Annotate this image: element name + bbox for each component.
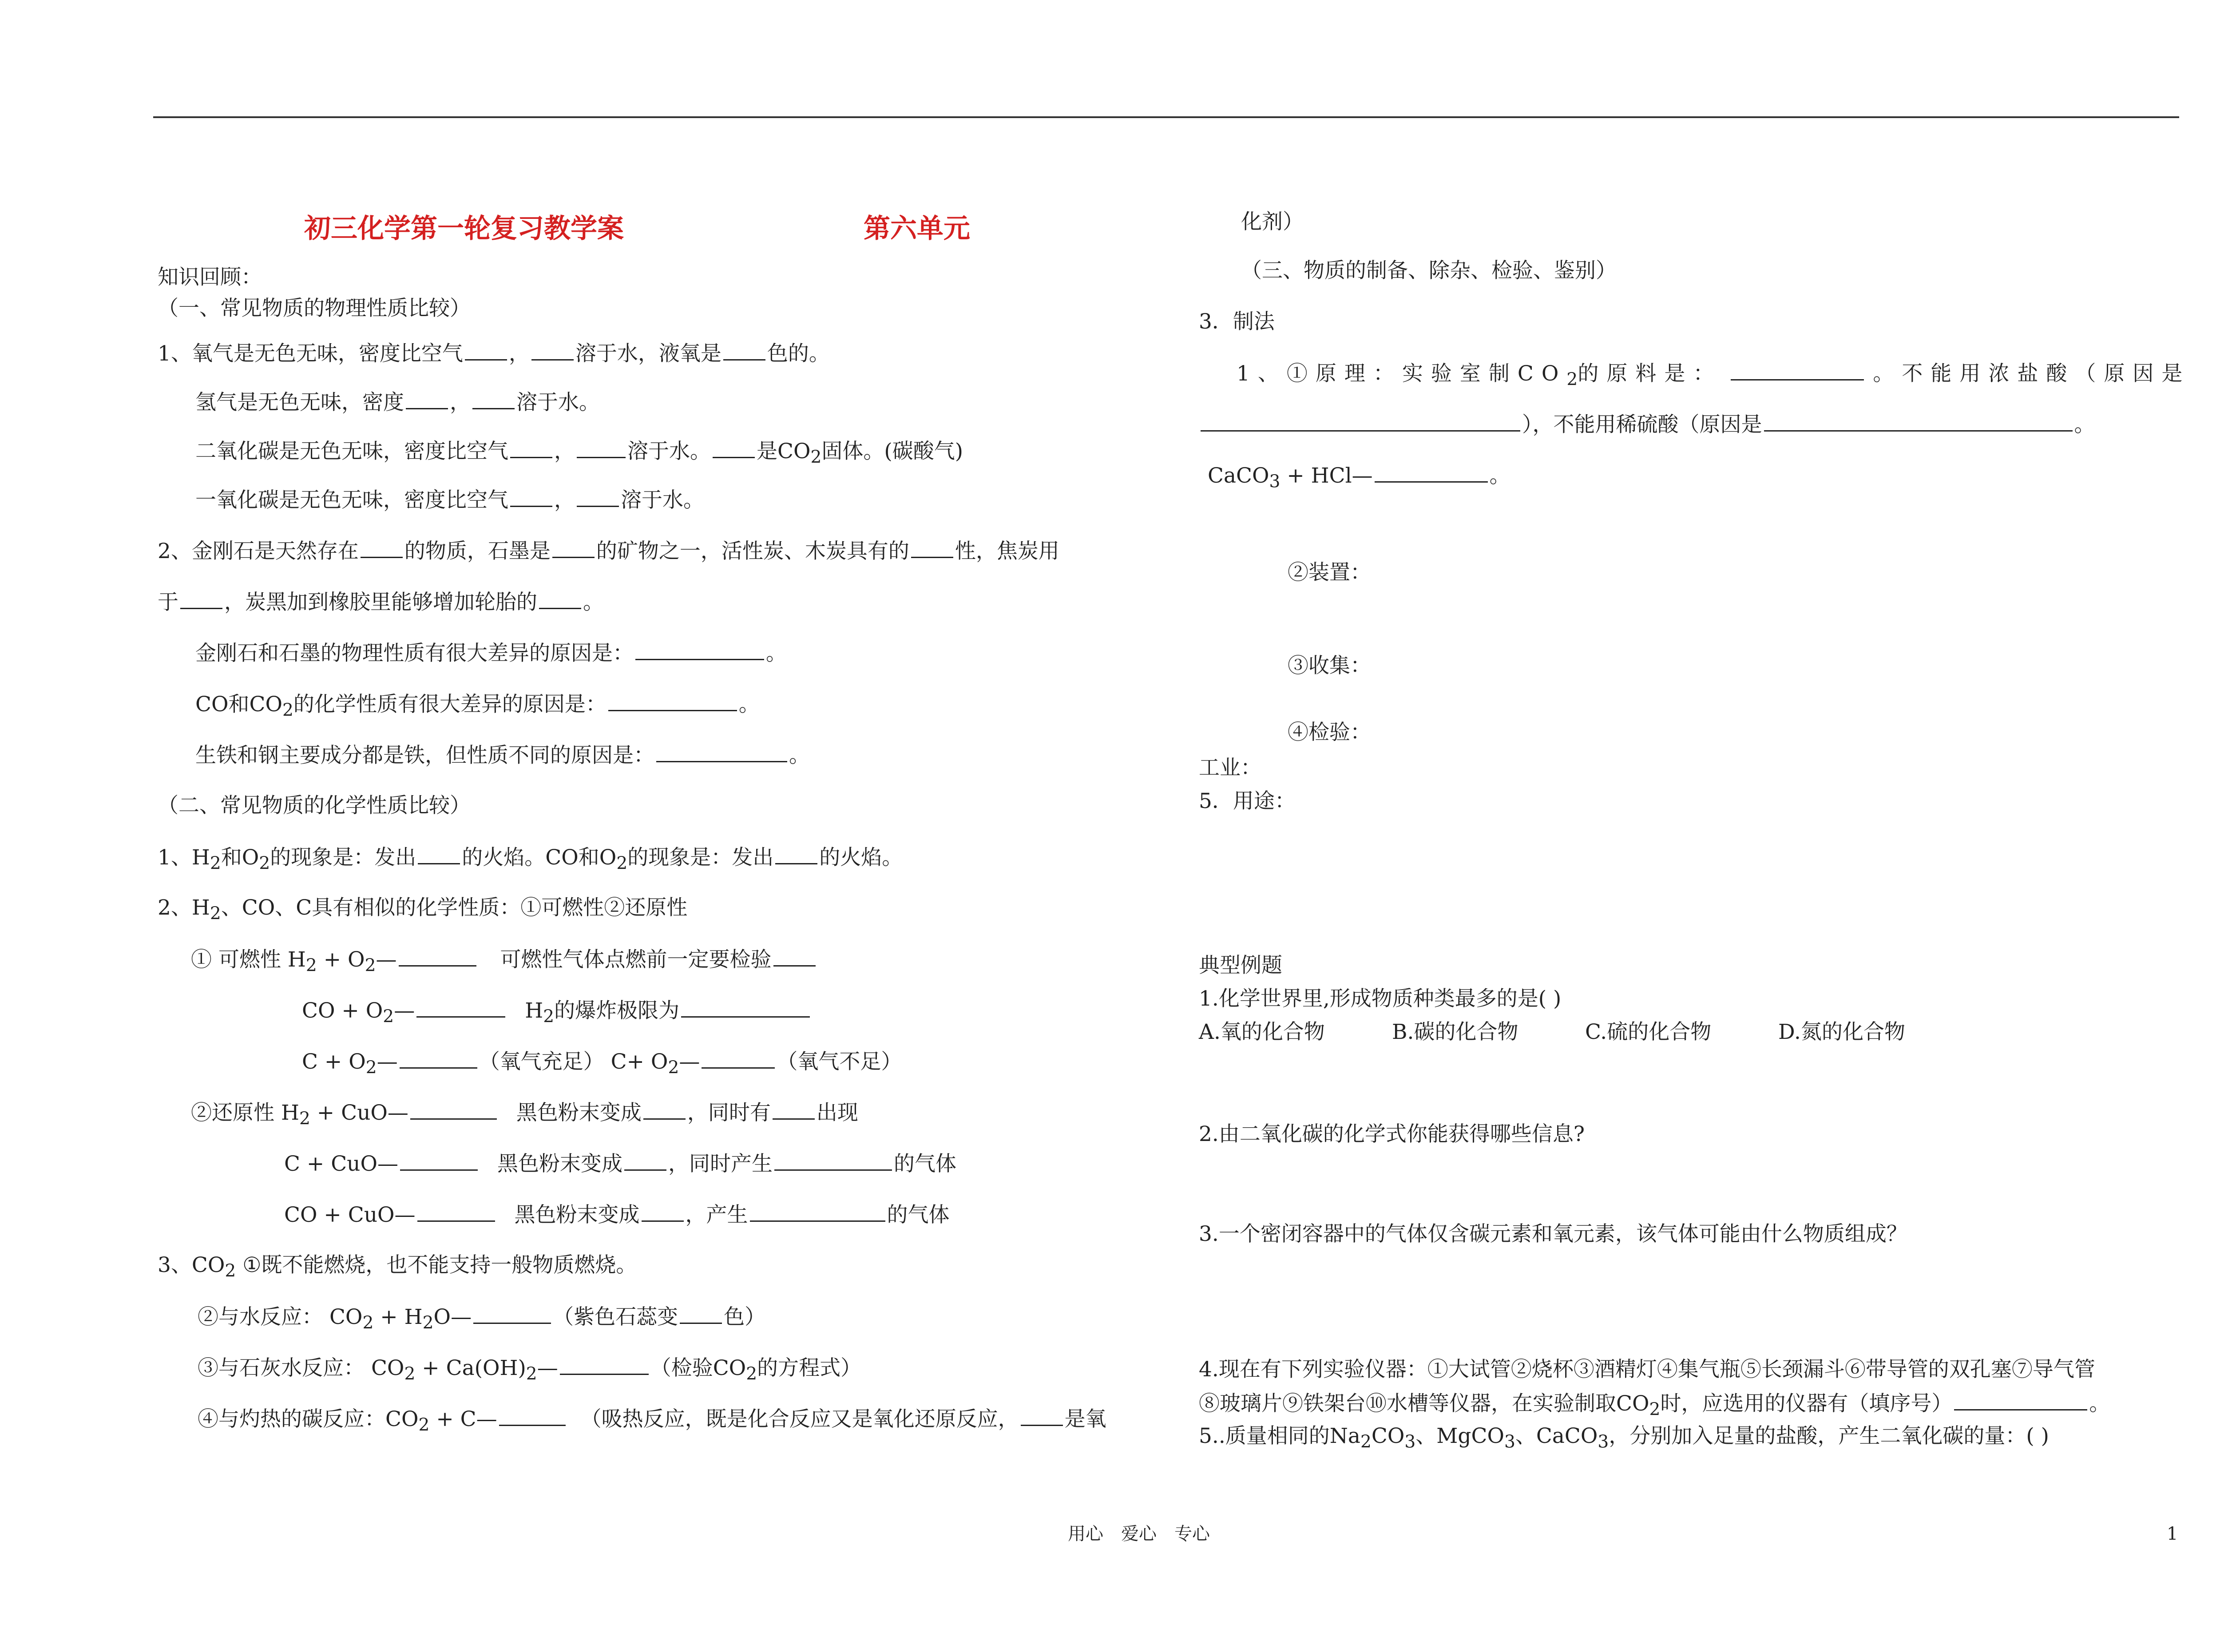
line-apparatus: ②装置： [1288,560,1371,585]
line-co2-chemical: 3、$CO_2$ ①既不能燃烧，也不能支持一般物质燃烧。 [158,1253,637,1281]
line-similar-properties: 2、$H_2$、CO、C具有相似的化学性质：①可燃性②还原性 [158,895,688,924]
line-uses: 5．用途： [1199,789,1296,813]
page-title: 初三化学第一轮复习教学案 [304,213,624,244]
header-rule [153,116,2179,118]
line-reducibility-c: C + CuO— 黑色粉末变成 ，同时产生 的气体 [284,1150,956,1177]
line-principle-cont: ），不能用稀硫酸（原因是 。 [1199,411,2095,438]
question-4: 4.现在有下列实验仪器：①大试管②烧杯③酒精灯④集气瓶⑤长颈漏斗⑥带导管的双孔塞⑦导气管 [1199,1357,2095,1382]
line-co2-physical: 二氧化碳是无色无味，密度比空气 ， 溶于水。 是$CO_2$固体。(碳酸气) [195,437,963,471]
section-intro: 知识回顾： [158,265,262,289]
heading-examples: 典型例题 [1199,953,1282,978]
line-equation-caco3: CaCO$_3$ + HCl— 。 [1208,462,1510,495]
line-continued: 化剂） [1241,210,1304,234]
question-3: 3.一个密闭容器中的气体仅含碳元素和氧元素，该气体可能由什么物质组成？ [1199,1222,1907,1246]
line-co2-limewater: ③与石灰水反应： $CO_2$ + $Ca(OH)_2—$ （检验$CO_2$的方程式） [198,1354,861,1387]
line-co2-carbon: ④与灼热的碳反应：$CO_2$ + C— （吸热反应，既是化合反应又是氧化还原反应， 是氧 [198,1405,1106,1438]
line-principle: 1、①原理：实验室制$CO_2$的原料是： 。不能用浓盐酸（原因是 [1237,360,2190,393]
line-combustibility-h2: ① 可燃性 $H_2$ + $O_2—$ 可燃性气体点燃前一定要检验 [191,946,817,979]
question-2: 2.由二氧化碳的化学式你能获得哪些信息? [1199,1122,1585,1146]
question-4-cont: ⑧玻璃片⑨铁架台⑩水槽等仪器，在实验制取$CO_2$时，应选用的仪器有（填序号） 。 [1199,1390,2110,1423]
option-a: A.氧的化合物 [1199,1020,1325,1044]
question-1-options [1199,1019,1905,1046]
line-flame: 1、$H_2$和$O_2$的现象是：发出 的火焰。CO和$O_2$的现象是：发出 的火焰。 [158,844,903,877]
unit-title: 第六单元 [864,213,970,244]
line-co-physical: 一氧化碳是无色无味，密度比空气 ， 溶于水。 [195,486,704,514]
line-combustibility-co: CO + $O_2—$ $H_2$的爆炸极限为 [302,997,812,1030]
line-reducibility-co: CO + CuO— 黑色粉末变成 ，产生 的气体 [284,1201,950,1228]
line-industry: 工业： [1199,756,1261,780]
heading-method: 3．制法 [1199,309,1275,334]
line-reducibility-h2: ②还原性 $H_2$ + CuO— 黑色粉末变成 ，同时有 出现 [191,1099,858,1132]
option-c: C.硫的化合物 [1585,1020,1712,1044]
line-hydrogen: 氢气是无色无味，密度 ， 溶于水。 [195,388,600,416]
line-carbon-forms: 2、金刚石是天然存在 的物质，石墨是 的矿物之一，活性炭、木炭具有的 性，焦炭用 [158,537,1059,565]
section-heading-preparation: （三、物质的制备、除杂、检验、鉴别） [1241,258,1617,283]
option-b: B.碳的化合物 [1392,1020,1518,1044]
footer-motto: 用心 爱心 专心 [1068,1524,1210,1544]
line-oxygen: 1、氧气是无色无味，密度比空气 ， 溶于水，液氧是 色的。 [158,340,830,367]
question-5: 5..质量相同的$Na_2CO_3$、MgCO$_3$、CaCO$_3$，分别加入足量的盐酸，产生二氧化碳的量：( ) [1199,1424,2049,1452]
line-iron-steel: 生铁和钢主要成分都是铁，但性质不同的原因是： 。 [195,741,810,769]
line-co2-water: ②与水反应： $CO_2$ + $H_2O—$ （紫色石蕊变 色） [198,1303,765,1336]
option-d: D.氮的化合物 [1778,1020,1905,1044]
line-diamond-graphite: 金刚石和石墨的物理性质有很大差异的原因是： 。 [195,639,787,667]
line-collection: ③收集： [1288,654,1371,678]
line-carbon-uses: 于 ，炭黑加到橡胶里能够增加轮胎的 。 [158,588,604,616]
section-heading-chemical: （二、常见物质的化学性质比较） [158,793,471,818]
question-1: 1.化学世界里,形成物质种类最多的是( ) [1199,986,1562,1011]
page-number: 1 [2167,1524,2178,1544]
line-co-co2-diff: CO和$CO_2$的化学性质有很大差异的原因是： 。 [195,690,760,724]
section-heading-physical: （一、常见物质的物理性质比较） [158,296,471,321]
line-testing: ④检验： [1288,720,1371,745]
line-combustibility-c: $C + O_2—$ （氧气充足） $C+ O_2—$ （氧气不足） [302,1048,902,1081]
